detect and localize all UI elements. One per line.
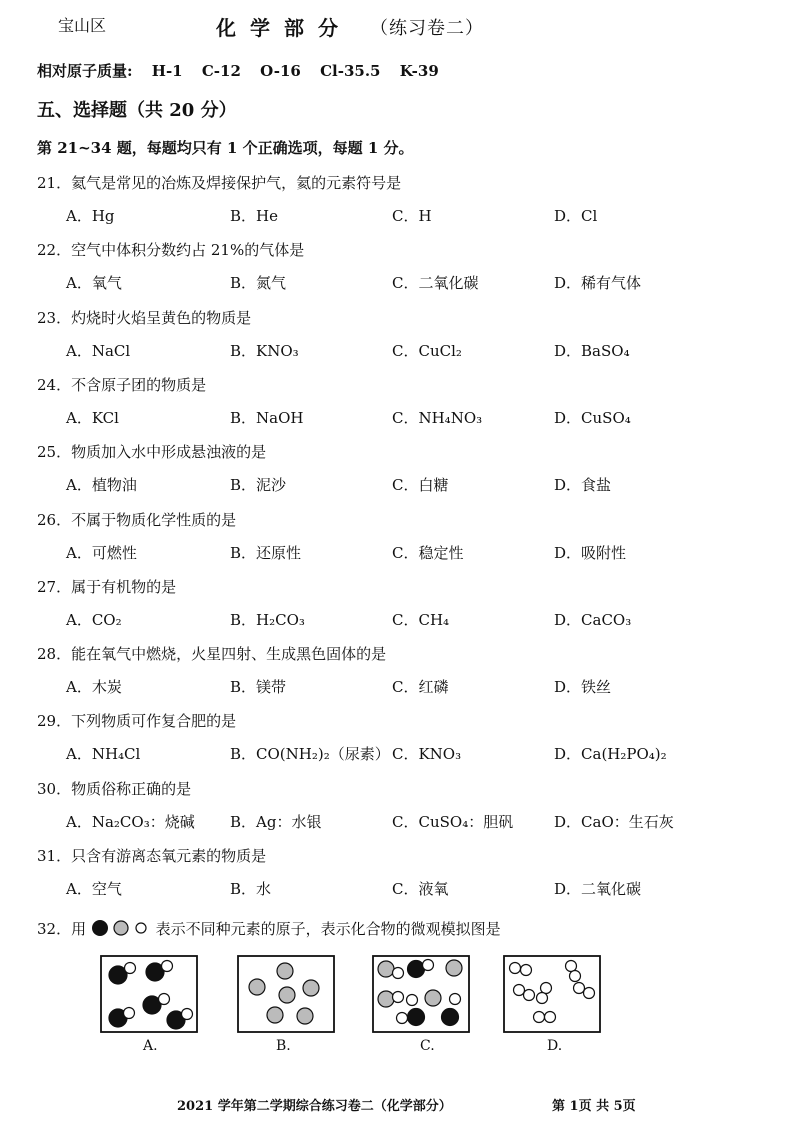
question-text: 30．物质俗称正确的是	[37, 779, 192, 798]
page-title: 化学部分	[216, 16, 352, 40]
option-a: A．木炭	[66, 678, 122, 697]
diagram-c	[372, 955, 470, 1033]
option-d: D．CaO：生石灰	[554, 812, 674, 831]
diagram-d-label: D.	[547, 1038, 563, 1054]
option-c: C．液氧	[392, 880, 449, 898]
diagram-c-label: C.	[420, 1038, 435, 1054]
gray-atom-icon	[114, 921, 128, 935]
option-a: A．空气	[66, 880, 122, 898]
footer-left: 2021 学年第二学期综合练习卷二（化学部分）	[177, 1099, 452, 1114]
option-b: B．还原性	[230, 543, 302, 562]
question-text: 28．能在氧气中燃烧，火星四射、生成黑色固体的是	[37, 645, 387, 664]
diagram-d	[503, 955, 601, 1033]
option-c: C．CuSO₄：胆矾	[392, 812, 514, 831]
option-c: C．NH₄NO₃	[392, 408, 483, 427]
option-b: B．KNO₃	[230, 341, 299, 360]
district-label: 宝山区	[58, 16, 107, 35]
question-text: 26．不属于物质化学性质的是	[37, 510, 237, 529]
option-a: A．Na₂CO₃：烧碱	[66, 812, 195, 831]
option-b: B．He	[230, 207, 278, 225]
question-text: 27．属于有机物的是	[37, 577, 177, 596]
question-text: 29．下列物质可作复合肥的是	[37, 712, 237, 731]
option-d: D．稀有气体	[554, 274, 642, 293]
option-b: B．水	[230, 880, 272, 898]
option-b: B．CO(NH₂)₂（尿素）	[230, 745, 390, 764]
question-32	[37, 918, 501, 939]
atomic-masses-label: 相对原子质量:	[37, 62, 133, 80]
section-instruction: 第 21~34 题，每题均只有 1 个正确选项，每题 1 分。	[37, 139, 414, 157]
atom-legend-icons	[91, 919, 151, 937]
option-a: A．可燃性	[66, 543, 137, 562]
option-b: B．泥沙	[230, 476, 287, 495]
atomic-mass-item: H-1	[151, 62, 183, 80]
atomic-mass-item: O-16	[260, 62, 301, 80]
option-a: A．NH₄Cl	[66, 745, 141, 764]
option-d: D．吸附性	[554, 543, 627, 562]
option-d: D．二氧化碳	[554, 880, 642, 898]
question-text: 24．不含原子团的物质是	[37, 375, 207, 394]
option-c: C．CuCl₂	[392, 341, 462, 360]
option-c: C．稳定性	[392, 543, 464, 562]
page-subtitle: （练习卷二）	[370, 18, 484, 39]
option-c: C．红磷	[392, 678, 449, 697]
question-text: 23．灼烧时火焰呈黄色的物质是	[37, 308, 252, 327]
question-text: 22．空气中体积分数约占 21%的气体是	[37, 241, 305, 260]
option-b: B．NaOH	[230, 408, 304, 427]
footer-page-number: 第 1页 共 5页	[552, 1099, 636, 1114]
section-title: 五、选择题（共 20 分）	[37, 100, 237, 121]
option-d: D．食盐	[554, 476, 612, 495]
option-a: A．NaCl	[66, 341, 131, 360]
diagram-b-label: B.	[276, 1038, 291, 1054]
option-c: C．H	[392, 207, 432, 225]
atomic-masses-line	[37, 60, 453, 81]
option-c: C．二氧化碳	[392, 274, 479, 293]
option-d: D．CaCO₃	[554, 610, 632, 629]
option-d: D．Cl	[554, 207, 598, 225]
atomic-mass-item: Cl-35.5	[320, 62, 381, 80]
option-a: A．Hg	[66, 207, 115, 225]
diagram-b	[237, 955, 335, 1033]
option-a: A．氧气	[66, 274, 122, 293]
option-a: A．植物油	[66, 476, 137, 495]
diagram-a-label: A.	[143, 1038, 158, 1054]
option-b: B．H₂CO₃	[230, 610, 305, 629]
white-atom-icon	[136, 923, 146, 933]
black-atom-icon	[92, 920, 108, 936]
option-c: C．CH₄	[392, 610, 450, 629]
option-d: D．BaSO₄	[554, 341, 630, 360]
option-b: B．Ag：水银	[230, 812, 322, 831]
question-text: 25．物质加入水中形成悬浊液的是	[37, 443, 267, 462]
option-d: D．Ca(H₂PO₄)₂	[554, 745, 667, 764]
question-32-suffix: 表示不同种元素的原子，表示化合物的微观模拟图是	[155, 920, 501, 938]
option-c: C．白糖	[392, 476, 449, 495]
option-b: B．镁带	[230, 678, 287, 697]
option-c: C．KNO₃	[392, 745, 462, 764]
option-b: B．氮气	[230, 274, 287, 293]
question-text: 31．只含有游离态氧元素的物质是	[37, 847, 267, 865]
diagram-a	[100, 955, 198, 1033]
question-32-prefix: 32．用	[37, 920, 87, 938]
option-d: D．CuSO₄	[554, 408, 631, 427]
option-a: A．KCl	[66, 408, 119, 427]
atomic-mass-item: K-39	[399, 62, 439, 80]
question-text: 21．氦气是常见的冶炼及焊接保护气，氦的元素符号是	[37, 174, 402, 192]
atomic-mass-item: C-12	[201, 62, 241, 80]
option-d: D．铁丝	[554, 678, 612, 697]
option-a: A．CO₂	[66, 610, 122, 629]
